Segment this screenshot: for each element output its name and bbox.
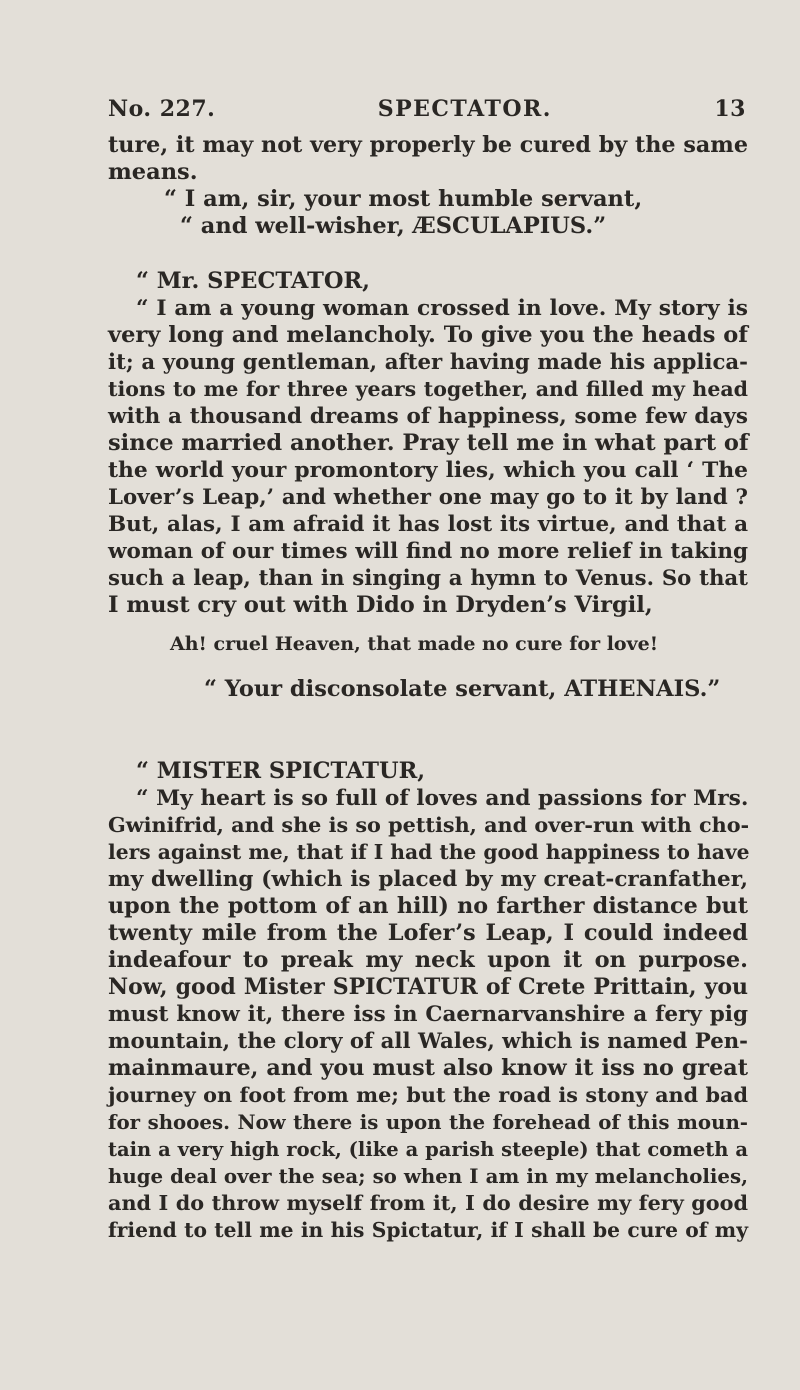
salutation: “ Mr. SPECTATOR, (136, 268, 370, 294)
signoff-line: “ and well-wisher, ÆSCULAPIUS.” (180, 213, 607, 239)
text-line: it; a young gentleman, after having made his applica- (108, 350, 748, 375)
publication-title: SPECTATOR. (377, 96, 552, 122)
text-line: with a thousand dreams of happiness, some few days (108, 404, 748, 429)
text-line: Now, good Mister SPICTATUR of Crete Prittain, you (108, 974, 748, 1000)
text-line: lers against me, that if I had the good happiness to have (108, 840, 750, 864)
text-line: But, alas, I am afraid it has lost its virtue, and that a (108, 512, 748, 537)
text-line: means. (108, 159, 198, 185)
text-line: Lover’s Leap,’ and whether one may go to it by land ? (108, 485, 748, 510)
text-line: twenty mile from the Lofer’s Leap, I could indeed (108, 920, 748, 946)
letter-welshman (108, 758, 748, 1244)
issue-number: No. 227. (108, 96, 216, 122)
verse-quote: Ah! cruel Heaven, that made no cure for love! (170, 633, 659, 655)
text-line: “ I am a young woman crossed in love. My story is (136, 296, 748, 321)
running-header (108, 96, 746, 122)
letter-athenais (108, 268, 748, 703)
text-line: since married another. Pray tell me in what part of (108, 430, 749, 456)
text-line: tions to me for three years together, and filled my head (108, 377, 748, 401)
text-line: journey on foot from me; but the road is stony and bad (108, 1083, 748, 1107)
text-line: the world your promontory lies, which you call ‘ The (108, 458, 748, 483)
text-line: “ My heart is so full of loves and passions for Mrs. (136, 786, 749, 811)
signoff-line: “ Your disconsolate servant, ATHENAIS.” (204, 676, 721, 702)
text-line: mountain, the clory of all Wales, which is named Pen- (108, 1029, 748, 1054)
text-line: indeafour to preak my neck upon it on purpose. (108, 947, 748, 973)
text-line: tain a very high rock, (like a parish steeple) that cometh a (108, 1138, 748, 1161)
text-line: such a leap, than in singing a hymn to Venus. So that (108, 566, 748, 591)
text-line: upon the pottom of an hill) no farther distance but (108, 893, 748, 919)
text-line: I must cry out with Dido in Dryden’s Virgil, (108, 592, 653, 618)
text-line: very long and melancholy. To give you the heads of (108, 322, 748, 348)
text-line: my dwelling (which is placed by my creat-cranfather, (108, 867, 748, 892)
text-line: mainmaure, and you must also know it iss no great (108, 1055, 748, 1081)
page-number: 13 (714, 96, 746, 122)
text-line: friend to tell me in his Spictatur, if I shall be cure of my (108, 1218, 748, 1242)
signoff-line: “ I am, sir, your most humble servant, (164, 186, 643, 212)
text-line: woman of our times will find no more relief in taking (108, 539, 748, 564)
text-line: huge deal over the sea; so when I am in my melancholies, (108, 1164, 748, 1188)
text-line: must know it, there iss in Caernarvanshire a fery pig (108, 1002, 748, 1027)
text-line: for shooes. Now there is upon the forehead of this moun- (108, 1110, 748, 1134)
salutation: “ MISTER SPICTATUR, (136, 758, 426, 784)
letter-aesculapius (108, 132, 748, 240)
text-line: ture, it may not very properly be cured by the same (108, 132, 748, 158)
text-line: Gwinifrid, and she is so pettish, and over-run with cho- (108, 813, 750, 837)
text-line: and I do throw myself from it, I do desire my fery good (108, 1191, 748, 1215)
